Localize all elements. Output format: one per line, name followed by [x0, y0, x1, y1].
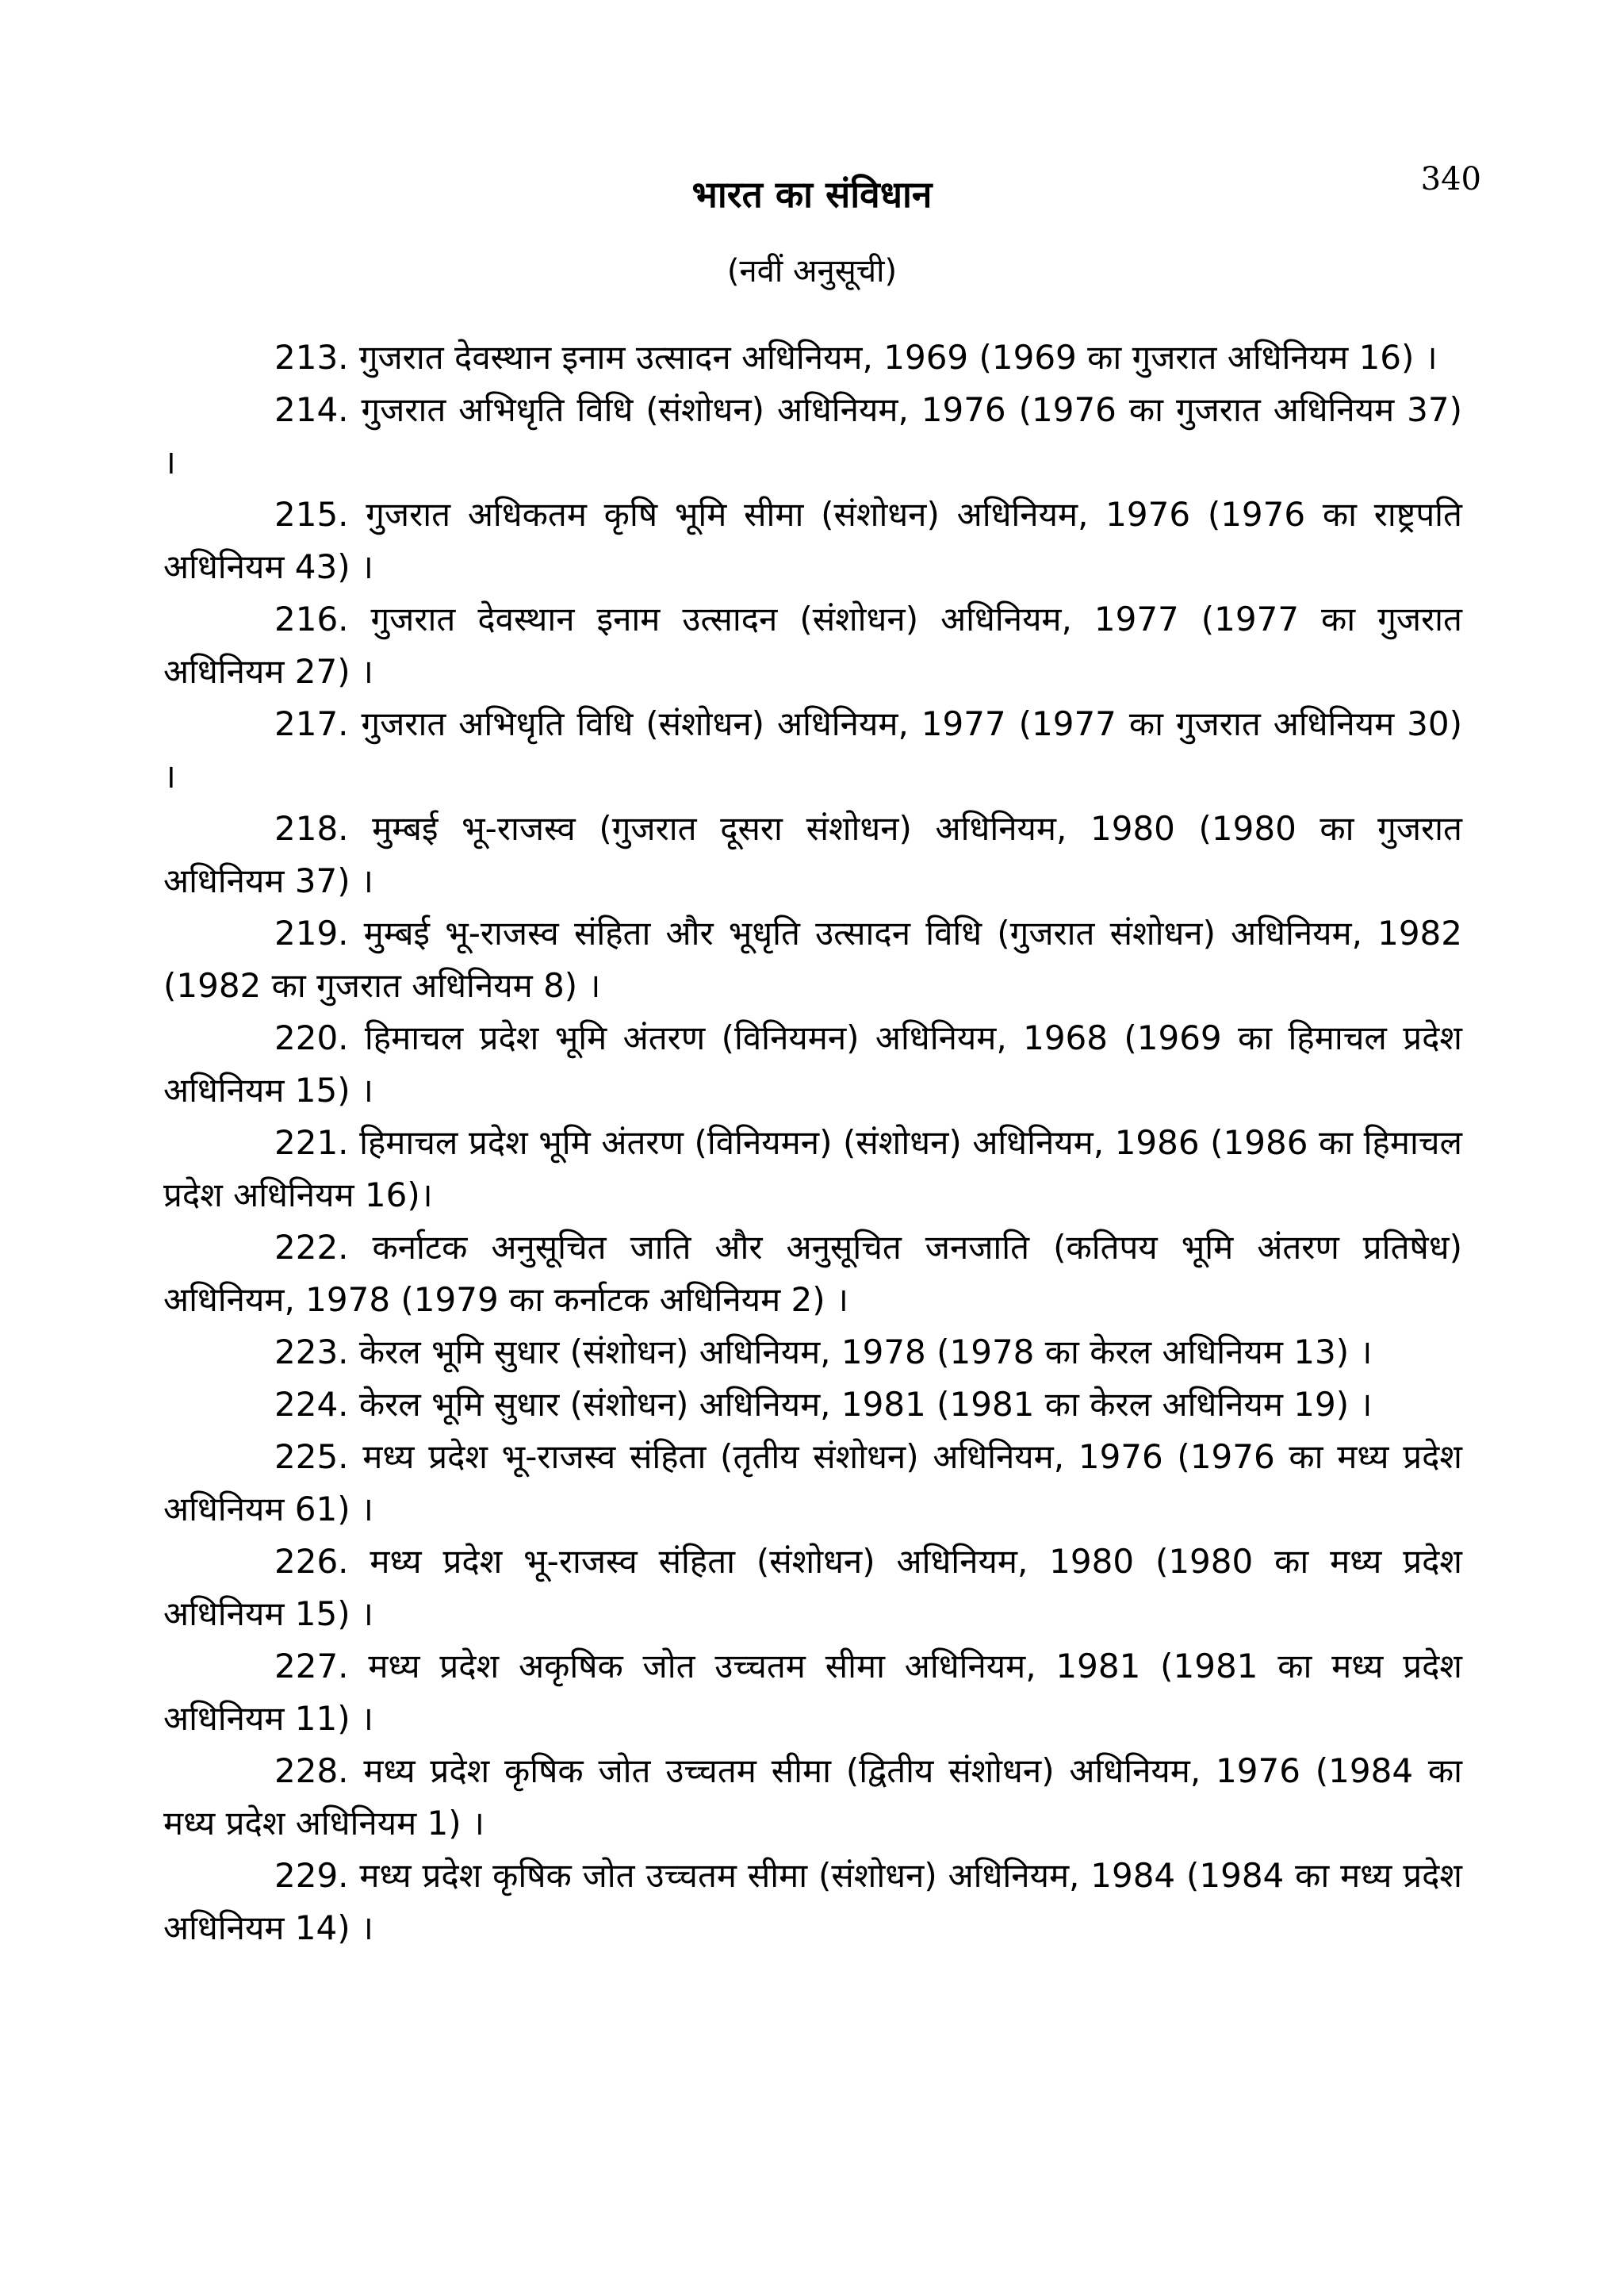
schedule-entry-222: 222. कर्नाटक अनुसूचित जाति और अनुसूचित जनजाति (कतिपय भूमि अंतरण प्रतिषेध) अधिनियम, 1978 (1979 का कर्नाटक अधिनियम 2) ।: [163, 1228, 1462, 1319]
schedule-entry-217: 217. गुजरात अभिधृति विधि (संशोधन) अधिनियम, 1977 (1977 का गुजरात अधिनियम 30) ।: [163, 704, 1462, 796]
schedule-entry-list: [163, 332, 1462, 1954]
schedule-entry-226: 226. मध्य प्रदेश भू-राजस्व संहिता (संशोधन) अधिनियम, 1980 (1980 का मध्य प्रदेश अधिनियम 15) ।: [163, 1542, 1462, 1633]
schedule-entry-218: 218. मुम्बई भू-राजस्व (गुजरात दूसरा संशोधन) अधिनियम, 1980 (1980 का गुजरात अधिनियम 37) ।: [163, 809, 1462, 900]
page-subtitle: (नवीं अनुसूची): [726, 253, 898, 290]
schedule-entry-229: 229. मध्य प्रदेश कृषिक जोत उच्चतम सीमा (संशोधन) अधिनियम, 1984 (1984 का मध्य प्रदेश अधिनियम 14) ।: [163, 1856, 1462, 1947]
page-title: भारत का संविधान: [691, 173, 933, 216]
schedule-entry-213: 213. गुजरात देवस्थान इनाम उत्सादन अधिनियम, 1969 (1969 का गुजरात अधिनियम 16) ।: [274, 338, 1438, 377]
schedule-entry-216: 216. गुजरात देवस्थान इनाम उत्सादन (संशोधन) अधिनियम, 1977 (1977 का गुजरात अधिनियम 27) ।: [163, 600, 1462, 691]
schedule-entry-224: 224. केरल भूमि सुधार (संशोधन) अधिनियम, 1981 (1981 का केरल अधिनियम 19) ।: [274, 1385, 1373, 1424]
page-number: 340: [1420, 161, 1481, 197]
schedule-entry-227: 227. मध्य प्रदेश अकृषिक जोत उच्चतम सीमा अधिनियम, 1981 (1981 का मध्य प्रदेश अधिनियम 11) ।: [163, 1647, 1462, 1738]
schedule-entry-225: 225. मध्य प्रदेश भू-राजस्व संहिता (तृतीय संशोधन) अधिनियम, 1976 (1976 का मध्य प्रदेश अधिनियम 61) ।: [163, 1437, 1462, 1528]
schedule-entry-215: 215. गुजरात अधिकतम कृषि भूमि सीमा (संशोधन) अधिनियम, 1976 (1976 का राष्ट्रपति अधिनियम 43) ।: [163, 495, 1462, 586]
schedule-entry-214: 214. गुजरात अभिधृति विधि (संशोधन) अधिनियम, 1976 (1976 का गुजरात अधिनियम 37) ।: [163, 390, 1462, 481]
schedule-entry-220: 220. हिमाचल प्रदेश भूमि अंतरण (विनियमन) अधिनियम, 1968 (1969 का हिमाचल प्रदेश अधिनियम 15) ।: [163, 1018, 1462, 1110]
schedule-entry-219: 219. मुम्बई भू-राजस्व संहिता और भूधृति उत्सादन विधि (गुजरात संशोधन) अधिनियम, 1982 (1982 का गुजरात अधिनियम 8) ।: [163, 914, 1462, 1005]
schedule-entry-223: 223. केरल भूमि सुधार (संशोधन) अधिनियम, 1978 (1978 का केरल अधिनियम 13) ।: [274, 1333, 1373, 1371]
schedule-entry-221: 221. हिमाचल प्रदेश भूमि अंतरण (विनियमन) (संशोधन) अधिनियम, 1986 (1986 का हिमाचल प्रदेश अधिनियम 16)।: [163, 1123, 1462, 1214]
schedule-entry-228: 228. मध्य प्रदेश कृषिक जोत उच्चतम सीमा (द्वितीय संशोधन) अधिनियम, 1976 (1984 का मध्य प्रदेश अधिनियम 1) ।: [163, 1751, 1462, 1843]
